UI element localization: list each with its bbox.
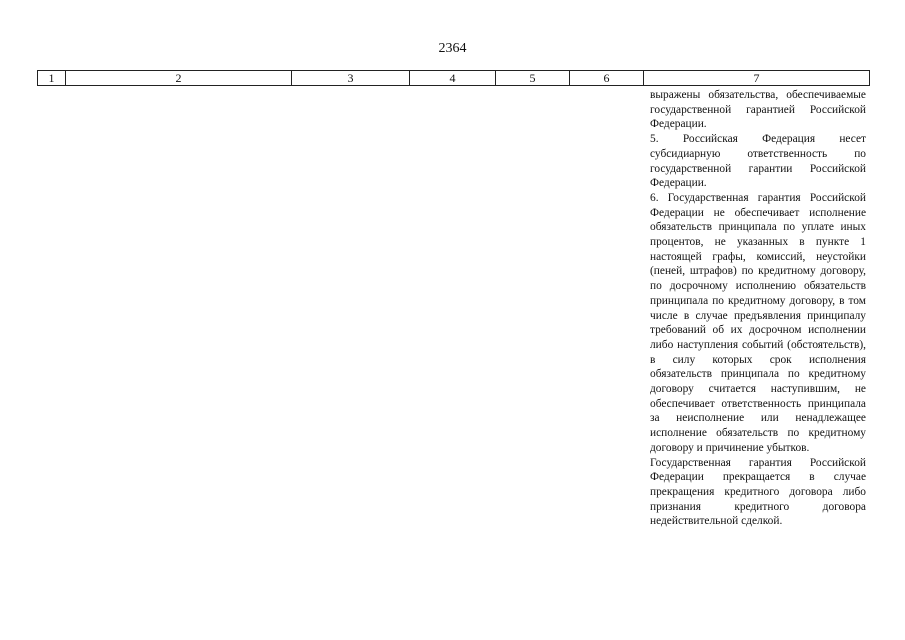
header-cell-1: 1 [38, 71, 66, 86]
paragraph-item-6: 6. Государственная гарантия Российской Федерации не обеспечивает исполнение обязательств принципала по уплате иных процентов, не указанных в пункте 1 настоящей графы, комиссий, неустойки (пеней, штрафов) по кредитному договору, по досрочному исполнению обязательств принципала по кредитному договору, в том числе в случае предъявления принципалу требований об их досрочном исполнении либо наступления событий (обстоятельств), в силу которых срок исполнения обязательств принципала по кредитному договору считается наступившим, не обеспечивает ответственность принципала за неисполнение или ненадлежащее исполнение обязательств по кредитному договору и причинение убытков. [650, 191, 866, 454]
page-number: 2364 [438, 41, 467, 56]
header-cell-4: 4 [410, 71, 496, 86]
header-cell-2: 2 [66, 71, 292, 86]
paragraph-continuation: выражены обязательства, обеспечиваемые государственной гарантией Российской Федерации. [650, 89, 866, 131]
column-number-header-table [37, 70, 870, 86]
header-cell-6: 6 [570, 71, 644, 86]
header-cell-3: 3 [292, 71, 410, 86]
header-row [38, 71, 870, 86]
header-cell-5: 5 [496, 71, 570, 86]
paragraph-item-5: 5. Российская Федерация несет субсидиарную ответственность по государственной гарантии Российской Федерации. [650, 133, 866, 190]
paragraph-termination: Государственная гарантия Российской Федерации прекращается в случае прекращения кредитного договора либо признания кредитного договора недействительной сделкой. [650, 456, 866, 528]
column-7-text [650, 88, 866, 529]
header-cell-7: 7 [644, 71, 870, 86]
